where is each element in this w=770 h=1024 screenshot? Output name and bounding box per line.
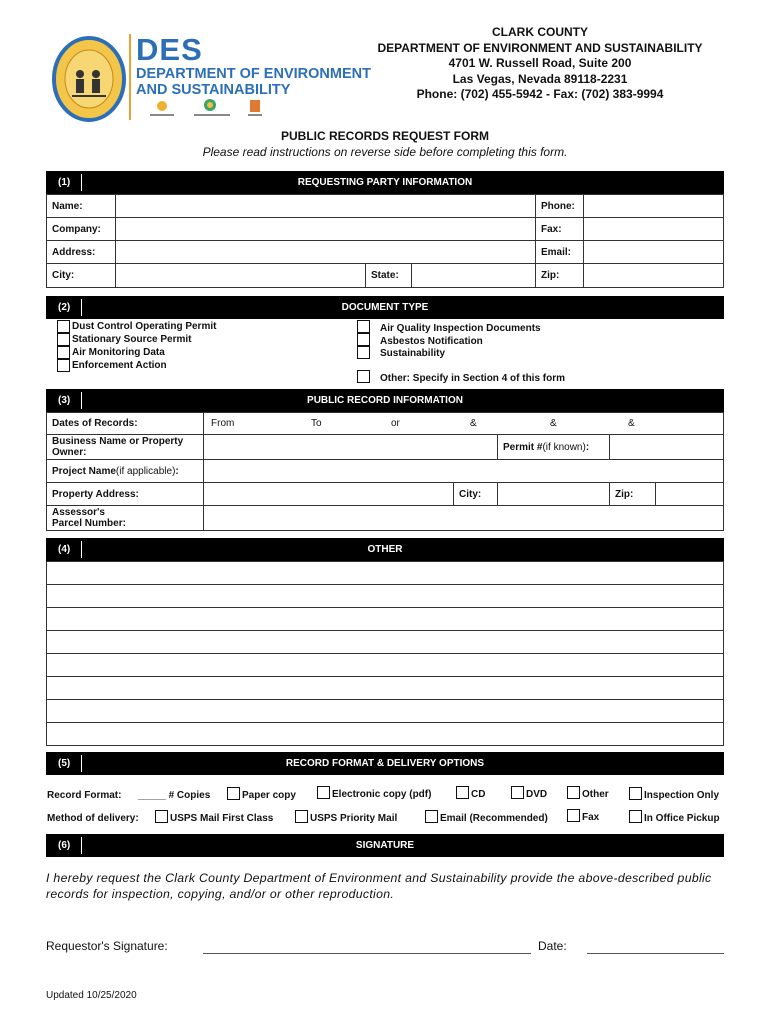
and-label: &	[550, 418, 557, 429]
section-number: (4)	[58, 544, 71, 555]
dust-control-label: Dust Control Operating Permit	[72, 321, 217, 332]
signature-label: Requestor's Signature:	[46, 939, 168, 953]
air-monitoring-label: Air Monitoring Data	[72, 347, 165, 358]
partner-logos	[148, 98, 268, 120]
section-number: (6)	[58, 840, 71, 851]
section-title: RECORD FORMAT & DELIVERY OPTIONS	[285, 758, 485, 769]
other-row-field[interactable]	[46, 630, 724, 654]
dept-name-line1: DEPARTMENT OF ENVIRONMENT	[136, 66, 371, 82]
property-zip-field[interactable]	[656, 482, 724, 506]
dates-field[interactable]	[204, 412, 724, 435]
name-label: Name:	[46, 194, 116, 218]
parcel-number-field[interactable]	[204, 505, 724, 531]
fax-delivery-checkbox[interactable]	[567, 809, 580, 822]
from-label: From	[211, 418, 235, 429]
name-field[interactable]	[116, 194, 536, 218]
address-line: Las Vegas, Nevada 89118-2231	[452, 71, 628, 86]
stationary-source-checkbox[interactable]	[57, 333, 70, 346]
section-number: (2)	[58, 302, 71, 313]
city-label: City:	[46, 263, 116, 288]
fax-label: Fax:	[536, 217, 584, 241]
property-address-label: Property Address:	[46, 482, 204, 506]
other-doc-label: Other: Specify in Section 4 of this form	[380, 373, 566, 384]
business-name-field[interactable]	[204, 434, 498, 460]
address-line: 4701 W. Russell Road, Suite 200	[448, 56, 632, 70]
email-label: Email:	[536, 240, 584, 264]
section-6-header	[46, 834, 724, 857]
form-subtitle: Please read instructions on reverse side before completing this form.	[202, 145, 568, 159]
paper-copy-label: Paper copy	[242, 790, 296, 801]
permit-label: Permit # (if known) :	[498, 434, 610, 460]
other-doc-checkbox[interactable]	[357, 370, 370, 383]
property-address-field[interactable]	[204, 482, 454, 506]
fax-delivery-label: Fax	[582, 812, 600, 823]
signature-line[interactable]	[203, 953, 531, 954]
asbestos-checkbox[interactable]	[357, 333, 370, 346]
cd-checkbox[interactable]	[456, 786, 469, 799]
cd-label: CD	[471, 789, 486, 800]
date-line[interactable]	[587, 953, 724, 954]
method-of-delivery-label: Method of delivery:	[47, 813, 139, 824]
inspection-only-checkbox[interactable]	[629, 787, 642, 800]
clark-county-seal-logo	[52, 36, 126, 122]
agency-address-block	[360, 25, 720, 103]
property-city-label: City:	[454, 482, 498, 506]
address-line: CLARK COUNTY	[492, 25, 588, 39]
address-line: Phone: (702) 455-5942 - Fax: (702) 383-9994	[416, 87, 664, 101]
form-title: PUBLIC RECORDS REQUEST FORM	[280, 129, 489, 143]
office-pickup-label: In Office Pickup	[644, 813, 720, 824]
dates-label: Dates of Records:	[46, 412, 204, 435]
other-format-label: Other	[582, 789, 609, 800]
sustainability-checkbox[interactable]	[357, 346, 370, 359]
other-row-field[interactable]	[46, 676, 724, 700]
section-4-header	[46, 538, 724, 561]
other-row-field[interactable]	[46, 653, 724, 677]
permit-field[interactable]	[610, 434, 724, 460]
section-title: DOCUMENT TYPE	[341, 302, 429, 313]
email-delivery-checkbox[interactable]	[425, 810, 438, 823]
office-pickup-checkbox[interactable]	[629, 810, 642, 823]
air-quality-inspection-label: Air Quality Inspection Documents	[380, 323, 541, 334]
enforcement-checkbox[interactable]	[57, 359, 70, 372]
dvd-checkbox[interactable]	[511, 786, 524, 799]
des-logo-text: DES	[136, 32, 203, 67]
section-2-header	[46, 296, 724, 319]
usps-first-class-checkbox[interactable]	[155, 810, 168, 823]
stationary-source-label: Stationary Source Permit	[72, 334, 192, 345]
copies-field[interactable]: _____ # Copies	[138, 790, 211, 801]
section-number: (1)	[58, 177, 71, 188]
to-label: To	[311, 418, 322, 429]
address-line: DEPARTMENT OF ENVIRONMENT AND SUSTAINABILITY	[377, 40, 703, 55]
sustainability-label: Sustainability	[380, 348, 446, 359]
or-label: or	[391, 418, 400, 429]
and-label: &	[470, 418, 477, 429]
asbestos-label: Asbestos Notification	[380, 336, 483, 347]
address-label: Address:	[46, 240, 116, 264]
inspection-only-label: Inspection Only	[644, 790, 720, 801]
other-format-checkbox[interactable]	[567, 786, 580, 799]
usps-first-class-label: USPS Mail First Class	[170, 813, 274, 824]
section-title: OTHER	[367, 544, 403, 555]
zip-label: Zip:	[536, 263, 584, 288]
signature-statement: I hereby request the Clark County Department of Environment and Sustainability provide the above-described public records for inspection, copying, and/or or other reproduction.	[46, 871, 712, 901]
section-title: SIGNATURE	[355, 840, 415, 851]
parcel-number-label: Assessor's Parcel Number:	[46, 505, 204, 531]
project-name-label: Project Name (if applicable) :	[46, 459, 204, 483]
paper-copy-checkbox[interactable]	[227, 787, 240, 800]
usps-priority-label: USPS Priority Mail	[310, 813, 398, 824]
phone-label: Phone:	[536, 194, 584, 218]
email-field[interactable]	[584, 240, 724, 264]
email-delivery-label: Email (Recommended)	[440, 813, 548, 824]
other-row-field[interactable]	[46, 699, 724, 723]
fax-field[interactable]	[584, 217, 724, 241]
city-field[interactable]	[116, 263, 366, 288]
address-field[interactable]	[116, 240, 536, 264]
other-row-field[interactable]	[46, 722, 724, 746]
updated-date: Updated 10/25/2020	[46, 990, 137, 1001]
company-field[interactable]	[116, 217, 536, 241]
date-label: Date:	[538, 939, 567, 953]
enforcement-label: Enforcement Action	[72, 360, 167, 371]
air-monitoring-checkbox[interactable]	[57, 346, 70, 359]
section-number: (5)	[58, 758, 71, 769]
other-row-field[interactable]	[46, 607, 724, 631]
header-divider	[129, 34, 131, 120]
other-row-field[interactable]	[46, 561, 724, 585]
property-zip-label: Zip:	[610, 482, 656, 506]
property-city-field[interactable]	[498, 482, 610, 506]
and-label: &	[628, 418, 635, 429]
phone-field[interactable]	[584, 194, 724, 218]
zip-field[interactable]	[584, 263, 724, 288]
air-quality-inspection-checkbox[interactable]	[357, 320, 370, 333]
record-format-label: Record Format:	[47, 790, 122, 801]
electronic-copy-label: Electronic copy (pdf)	[332, 789, 432, 800]
state-field[interactable]	[412, 263, 536, 288]
other-row-field[interactable]	[46, 584, 724, 608]
section-5-header	[46, 752, 724, 775]
section-3-header	[46, 389, 724, 412]
company-label: Company:	[46, 217, 116, 241]
electronic-copy-checkbox[interactable]	[317, 786, 330, 799]
section-1-header	[46, 171, 724, 194]
section-title: PUBLIC RECORD INFORMATION	[307, 395, 463, 406]
usps-priority-checkbox[interactable]	[295, 810, 308, 823]
section-number: (3)	[58, 395, 71, 406]
dust-control-checkbox[interactable]	[57, 320, 70, 333]
state-label: State:	[366, 263, 412, 288]
section-title: REQUESTING PARTY INFORMATION	[297, 177, 473, 188]
dvd-label: DVD	[526, 789, 548, 800]
dept-name-line2: AND SUSTAINABILITY	[136, 82, 291, 98]
business-name-label: Business Name or Property Owner:	[46, 434, 204, 460]
project-name-field[interactable]	[204, 459, 724, 483]
